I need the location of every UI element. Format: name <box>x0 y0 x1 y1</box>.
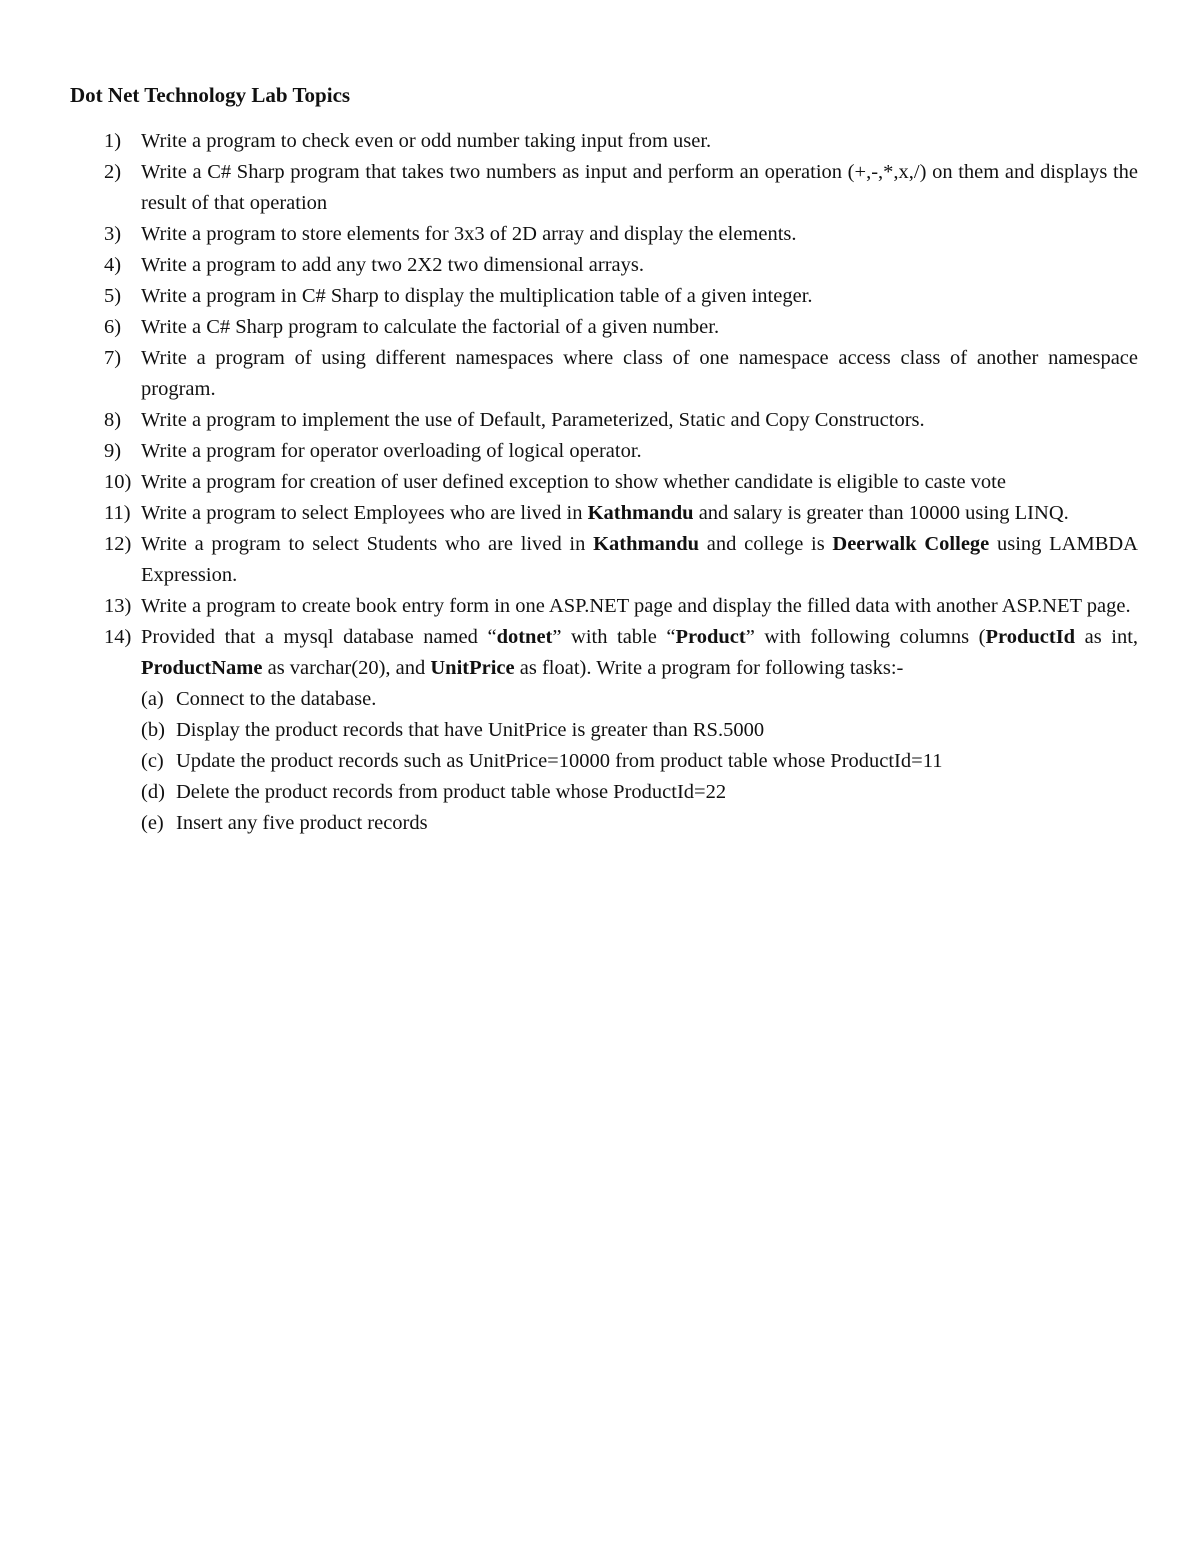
topic-text <box>141 157 1138 219</box>
bold-term: Deerwalk College <box>832 533 990 555</box>
topic-text <box>141 498 1138 529</box>
subtask-text: Delete the product records from product table whose ProductId=22 <box>176 781 727 803</box>
topic-text <box>141 126 1138 157</box>
topic-text <box>141 250 1138 281</box>
topic-text-run: as varchar(20), and <box>262 657 431 679</box>
subtask-item <box>141 746 1138 777</box>
subtask-letter: (c) <box>141 750 164 772</box>
topic-text-run: Write a program to create book entry form in one ASP.NET page and display the filled data with another ASP.NET page. <box>141 595 1131 617</box>
topic-number: 4) <box>104 254 122 276</box>
topic-number: 12) <box>104 533 132 555</box>
topic-item <box>104 312 1138 343</box>
topic-text <box>141 405 1138 436</box>
subtask-item <box>141 777 1138 808</box>
topic-number: 1) <box>104 130 122 152</box>
subtask-text: Connect to the database. <box>176 688 377 710</box>
lab-topic-list <box>104 126 1138 839</box>
bold-term: Kathmandu <box>587 502 694 524</box>
topic-text-run: Write a C# Sharp program that takes two numbers as input and perform an operation (+,-,*,x,/) on them and displays the result of that operation <box>141 161 1138 214</box>
topic-item <box>104 622 1138 839</box>
subtask-text: Insert any five product records <box>176 812 428 834</box>
topic-text <box>141 622 1138 684</box>
subtask-list <box>141 684 1138 839</box>
topic-text-run: Write a program to select Students who are lived in <box>141 533 594 555</box>
subtask-letter: (e) <box>141 812 164 834</box>
topic-number: 7) <box>104 347 122 369</box>
topic-item <box>104 405 1138 436</box>
topic-number: 8) <box>104 409 122 431</box>
topic-text <box>141 281 1138 312</box>
subtask-letter: (d) <box>141 781 165 803</box>
topic-text <box>141 529 1138 591</box>
topic-text-run: and college is <box>699 533 833 555</box>
topic-item <box>104 126 1138 157</box>
topic-text-run: Write a program to store elements for 3x3 of 2D array and display the elements. <box>141 223 797 245</box>
bold-term: dotnet <box>496 626 553 648</box>
topic-text-run: as int, <box>1075 626 1139 648</box>
topic-item <box>104 467 1138 498</box>
topic-item <box>104 281 1138 312</box>
bold-term: Kathmandu <box>593 533 700 555</box>
bold-term: ProductId <box>985 626 1076 648</box>
document-title: Dot Net Technology Lab Topics <box>70 83 351 107</box>
topic-number: 6) <box>104 316 122 338</box>
topic-text-run: and salary is greater than 10000 using LINQ. <box>693 502 1069 524</box>
topic-text-run: ” with table “ <box>552 626 676 648</box>
topic-number: 11) <box>104 502 131 524</box>
topic-text <box>141 219 1138 250</box>
topic-item <box>104 219 1138 250</box>
topic-text <box>141 467 1138 498</box>
topic-text-run: ” with following columns ( <box>745 626 986 648</box>
topic-number: 5) <box>104 285 122 307</box>
topic-text-run: as float). Write a program for following tasks:- <box>514 657 904 679</box>
topic-text <box>141 436 1138 467</box>
topic-item <box>104 529 1138 591</box>
topic-text-run: Write a program in C# Sharp to display the multiplication table of a given integer. <box>141 285 813 307</box>
topic-item <box>104 498 1138 529</box>
topic-item <box>104 157 1138 219</box>
topic-text-run: Write a program to select Employees who are lived in <box>141 502 588 524</box>
topic-text-run: Write a program to add any two 2X2 two dimensional arrays. <box>141 254 645 276</box>
topic-text-run: Write a program for creation of user defined exception to show whether candidate is eligible to caste vote <box>141 471 1006 493</box>
bold-term: UnitPrice <box>430 657 515 679</box>
topic-text <box>141 343 1138 405</box>
bold-term: ProductName <box>141 657 263 679</box>
topic-text-run: Write a C# Sharp program to calculate the factorial of a given number. <box>141 316 720 338</box>
topic-item <box>104 343 1138 405</box>
topic-number: 2) <box>104 161 122 183</box>
topic-text-run: Write a program of using different namespaces where class of one namespace access class of another namespace program. <box>141 347 1138 400</box>
subtask-item <box>141 684 1138 715</box>
topic-text-run: Write a program to check even or odd number taking input from user. <box>141 130 712 152</box>
subtask-item <box>141 808 1138 839</box>
subtask-letter: (a) <box>141 688 164 710</box>
topic-text-run: using LAMBDA Expression. <box>141 533 1138 586</box>
topic-number: 13) <box>104 595 132 617</box>
topic-text-run: Provided that a mysql database named “ <box>141 626 497 648</box>
subtask-text: Display the product records that have UnitPrice is greater than RS.5000 <box>176 719 765 741</box>
subtask-letter: (b) <box>141 719 165 741</box>
topic-text <box>141 312 1138 343</box>
topic-text-run: Write a program to implement the use of Default, Parameterized, Static and Copy Constructors. <box>141 409 925 431</box>
topic-text <box>141 591 1138 622</box>
topic-item <box>104 436 1138 467</box>
topic-item <box>104 591 1138 622</box>
topic-number: 9) <box>104 440 122 462</box>
topic-number: 14) <box>104 626 132 648</box>
topic-number: 10) <box>104 471 132 493</box>
subtask-text: Update the product records such as UnitPrice=10000 from product table whose ProductId=11 <box>176 750 943 772</box>
subtask-item <box>141 715 1138 746</box>
bold-term: Product <box>675 626 746 648</box>
topic-item <box>104 250 1138 281</box>
topic-text-run: Write a program for operator overloading of logical operator. <box>141 440 642 462</box>
topic-number: 3) <box>104 223 122 245</box>
